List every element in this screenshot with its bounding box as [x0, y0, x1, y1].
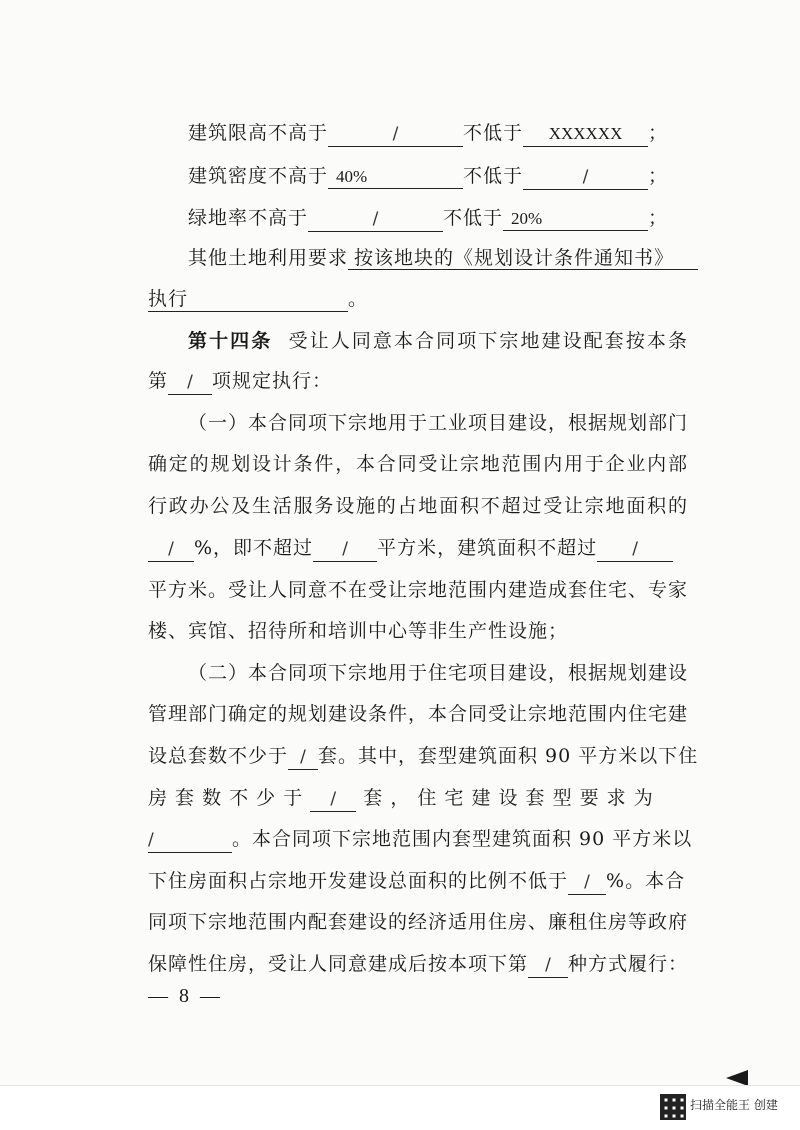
height-min-field: XXXXXX — [523, 122, 648, 147]
building-height-line: 建筑限高不高于 / 不低于 XXXXXX ； — [188, 118, 668, 148]
green-max-field: / — [308, 207, 443, 232]
land-area-field: / — [313, 537, 377, 562]
article-fourteen-heading: 第十四条 受让人同意本合同项下宗地建设配套按本条 — [188, 330, 688, 352]
paragraph-line: 行政办公及生活服务设施的占地面积不超过受让宗地面积的 — [148, 495, 688, 517]
green-ratio-line: 绿地率不高于 / 不低于 20% ； — [188, 203, 668, 233]
green-min-field: 20% — [503, 207, 648, 231]
height-max-field: / — [328, 122, 463, 147]
paragraph-line: 确定的规划设计条件，本合同受让宗地范围内用于企业内部 — [148, 453, 688, 475]
execute-field: 执行 — [148, 287, 348, 312]
method-field: / — [528, 953, 568, 978]
execute-line: 执行 。 — [148, 288, 369, 310]
article-item-line: 第 / 项规定执行： — [148, 366, 332, 396]
paragraph-line: （一）本合同项下宗地用于工业项目建设，根据规划部门 — [188, 412, 689, 434]
housing-total-line: 设总套数不少于 / 套。其中，套型建筑面积 90 平方米以下住 — [148, 741, 698, 771]
scanner-watermark-bar — [0, 1085, 800, 1130]
housing-ratio-line: 下住房面积占宗地开发建设总面积的比例不低于 / %。本合 — [148, 866, 685, 896]
item-number-field: / — [168, 370, 212, 395]
scan-edge-mark — [726, 1070, 748, 1086]
small-units-field: / — [310, 787, 356, 812]
housing-units-line: 房 套 数 不 少 于 / 套 ， 住 宅 建 设 套 型 要 求 为 — [148, 783, 654, 813]
housing-type-field: / — [148, 828, 232, 853]
housing-type-line: / 。本合同项下宗地范围内套型建筑面积 90 平方米以 — [148, 824, 692, 854]
paragraph-line: （二）本合同项下宗地用于住宅项目建设，根据规划建设 — [188, 662, 689, 684]
fulfillment-line: 保障性住房，受让人同意建成后按本项下第 / 种方式履行： — [148, 949, 688, 979]
paragraph-line: 楼、宾馆、招待所和培训中心等非生产性设施； — [148, 620, 569, 642]
paragraph-line: 平方米。受让人同意不在受让宗地范围内建造成套住宅、专家 — [148, 579, 689, 601]
ratio-field: / — [568, 870, 606, 895]
building-density-line: 建筑密度不高于 40% 不低于 / ； — [188, 161, 668, 191]
density-min-field: / — [523, 165, 648, 190]
page-number: — 8 — — [148, 985, 223, 1007]
density-max-field: 40% — [328, 165, 463, 189]
office-percent-field: / — [148, 537, 194, 562]
other-requirements-field: 按该地块的《规划设计条件通知书》 — [348, 246, 698, 270]
paragraph-line: 管理部门确定的规划建设条件，本合同受让宗地范围内住宅建 — [148, 703, 689, 725]
article-title: 第十四条 — [188, 330, 273, 352]
total-units-field: / — [288, 745, 318, 770]
other-requirements-line: 其他土地利用要求 按该地块的《规划设计条件通知书》 — [188, 243, 698, 273]
paragraph-line: 同项下宗地范围内配套建设的经济适用住房、廉租住房等政府 — [148, 911, 689, 933]
industrial-area-line: / %，即不超过 / 平方米，建筑面积不超过 / — [148, 533, 673, 563]
scanner-watermark-label: 扫描全能王 创建 — [690, 1098, 778, 1112]
qr-code-icon — [660, 1094, 686, 1120]
building-area-field: / — [597, 537, 673, 562]
